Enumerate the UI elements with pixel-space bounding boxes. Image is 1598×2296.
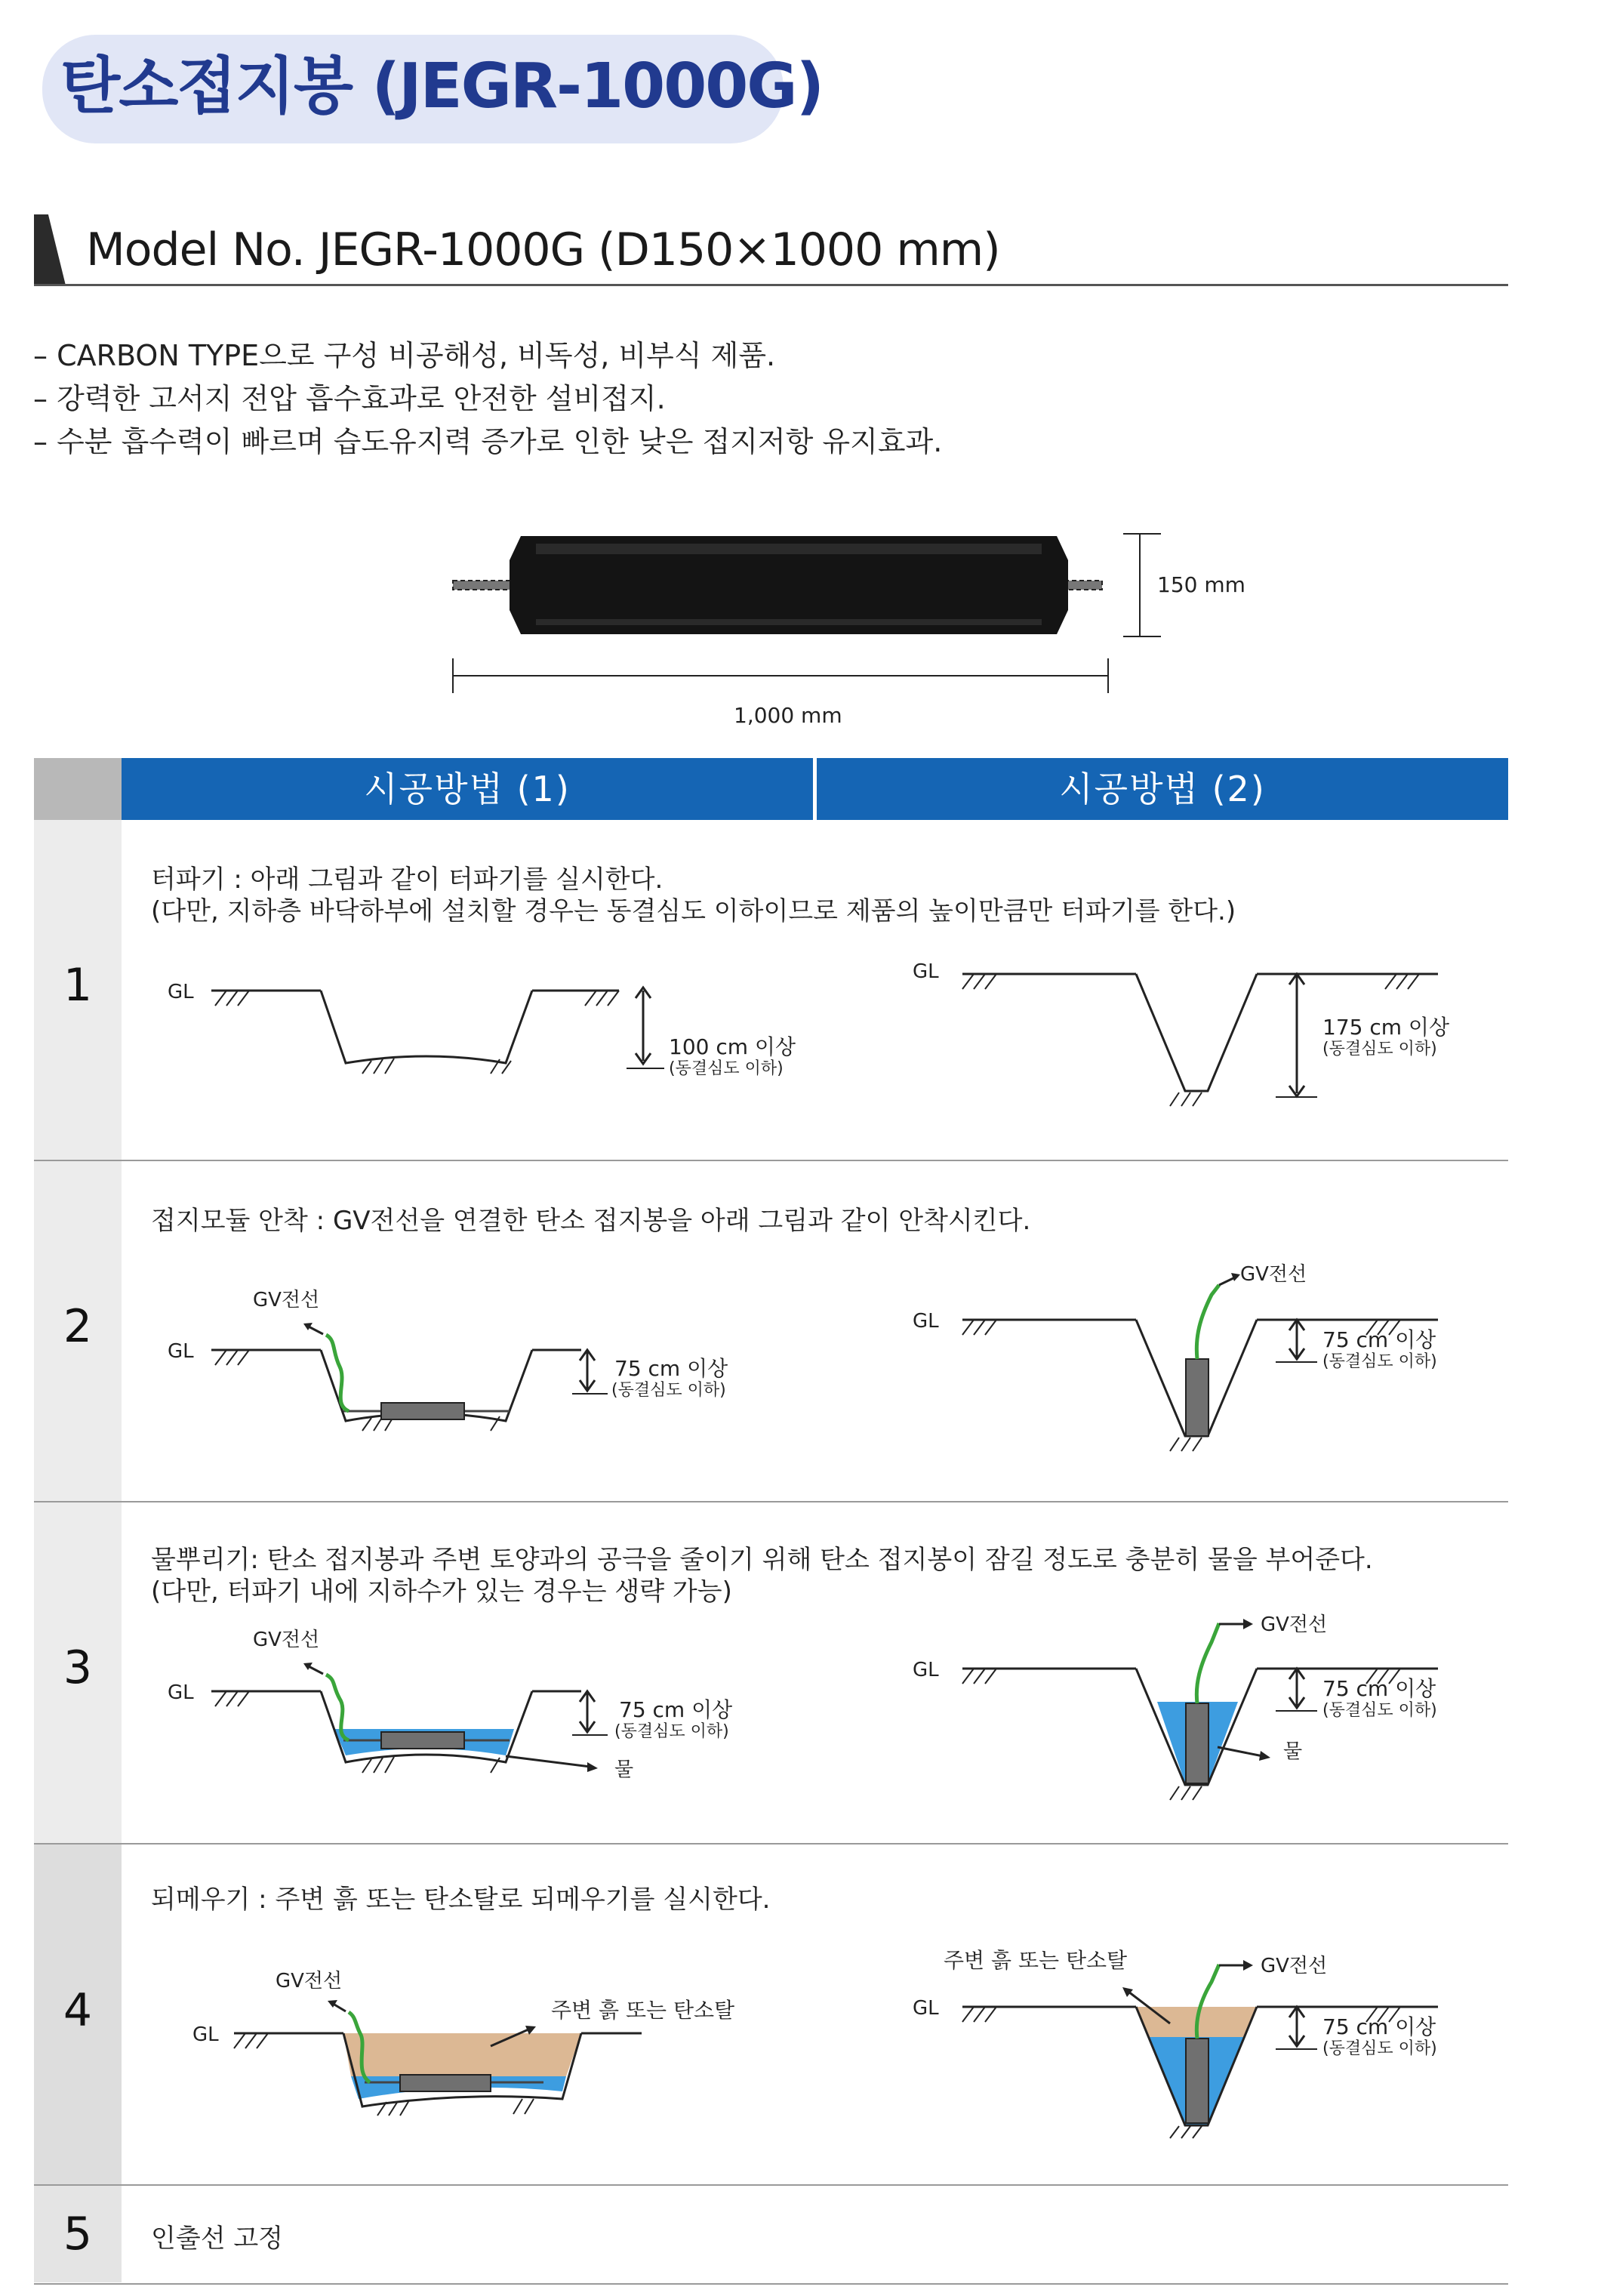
step-number-5: 5 (63, 2208, 93, 2261)
feature-bullet-2: – 강력한 고서지 전압 흡수효과로 안전한 설비접지. (33, 382, 666, 415)
step-3-note: (다만, 터파기 내에 지하수가 있는 경우는 생략 가능) (151, 1576, 732, 1607)
depth-note: (동결심도 이하) (1322, 2039, 1437, 2058)
feature-bullet-1: – CARBON TYPE으로 구성 비공해성, 비독성, 비부식 제품. (33, 339, 776, 372)
model-header-accent (34, 214, 66, 285)
gv-wire-label: GV전선 (253, 1629, 320, 1651)
row-divider (34, 1160, 1508, 1161)
depth-label: 175 cm 이상 (1322, 1015, 1450, 1040)
table-header-method-1: 시공방법 (1) (122, 758, 813, 820)
step-4-description: 되메우기 : 주변 흙 또는 탄소탈로 되메우기를 실시한다. (151, 1885, 771, 1915)
carbon-rod (381, 1403, 464, 1419)
step-3-narrow-trench-diagram (902, 1601, 1506, 1812)
depth-label: 75 cm 이상 (1322, 2014, 1436, 2039)
page-title: 탄소접지봉 (JEGR-1000G) (60, 51, 824, 122)
row-divider (34, 2283, 1508, 2285)
row-divider (34, 1501, 1508, 1502)
height-dimension-label: 150 mm (1157, 572, 1245, 597)
step-number-4: 4 (63, 1984, 93, 2037)
gv-wire-label: GV전선 (1261, 1955, 1328, 1977)
ground-level-label: GL (168, 1681, 194, 1704)
row-divider (34, 1843, 1508, 1845)
depth-note: (동결심도 이하) (614, 1722, 729, 1741)
feature-bullet-3: – 수분 흡수력이 빠르며 습도유지력 증가로 인한 낮은 접지저항 유지효과. (33, 425, 943, 458)
step-number-1: 1 (63, 959, 93, 1012)
table-header-corner (34, 758, 122, 820)
depth-note: (동결심도 이하) (1322, 1352, 1437, 1371)
length-dimension-label: 1,000 mm (734, 703, 842, 728)
step-number-2: 2 (63, 1300, 93, 1353)
step-2-wide-trench-diagram (151, 1276, 830, 1450)
water-label: 물 (614, 1758, 634, 1781)
gv-wire-label: GV전선 (276, 1970, 343, 1992)
gv-wire-label: GV전선 (1240, 1263, 1307, 1286)
step-3-description: 물뿌리기: 탄소 접지봉과 주변 토양과의 공극을 줄이기 위해 탄소 접지봉이 잠길 정도로 충분히 물을 부어준다. (151, 1545, 1373, 1575)
depth-note: (동결심도 이하) (669, 1059, 784, 1078)
ground-level-label: GL (913, 1659, 939, 1681)
step-number-3: 3 (63, 1641, 93, 1694)
backfill-label: 주변 흙 또는 탄소탈 (944, 1948, 1128, 1973)
gv-wire-label: GV전선 (1261, 1613, 1328, 1636)
backfill-label: 주변 흙 또는 탄소탈 (551, 1998, 735, 2023)
ground-level-label: GL (168, 981, 194, 1003)
depth-note: (동결심도 이하) (1322, 1040, 1437, 1059)
depth-label: 75 cm 이상 (619, 1697, 733, 1722)
table-header-method-2: 시공방법 (2) (817, 758, 1508, 820)
gv-wire (1196, 1285, 1219, 1359)
depth-label: 75 cm 이상 (1322, 1327, 1436, 1352)
water-label: 물 (1283, 1740, 1303, 1763)
depth-note: (동결심도 이하) (611, 1381, 726, 1400)
ground-level-label: GL (913, 960, 939, 983)
step-4-narrow-trench-diagram (902, 1940, 1506, 2144)
model-number: Model No. JEGR-1000G (D150×1000 mm) (86, 223, 1000, 276)
step-3-wide-trench-diagram (151, 1623, 830, 1797)
step-1-narrow-trench-diagram (902, 951, 1506, 1125)
step-2-description: 접지모듈 안착 : GV전선을 연결한 탄소 접지봉을 아래 그림과 같이 안착시킨다. (151, 1206, 1031, 1236)
ground-level-label: GL (913, 1310, 939, 1333)
carbon-rod (1186, 2039, 1209, 2123)
ground-level-label: GL (913, 1997, 939, 2020)
ground-level-label: GL (168, 1340, 194, 1363)
carbon-rod (400, 2075, 491, 2091)
carbon-rod (1186, 1703, 1209, 1783)
depth-label: 75 cm 이상 (614, 1356, 728, 1381)
product-drawing (438, 513, 1268, 740)
row-divider (34, 2184, 1508, 2186)
depth-label: 100 cm 이상 (669, 1034, 796, 1059)
backfill-soil (343, 2033, 581, 2076)
step-2-narrow-trench-diagram (902, 1253, 1506, 1465)
model-header-divider (34, 284, 1508, 286)
step-1-wide-trench-diagram (151, 959, 830, 1110)
left-terminal-stud (453, 581, 513, 590)
step-1-note: (다만, 지하층 바닥하부에 설치할 경우는 동결심도 이하이므로 제품의 높이만큼만 터파기를 한다.) (151, 896, 1236, 926)
ground-level-label: GL (192, 2023, 219, 2046)
step-5-description: 인출선 고정 (151, 2224, 284, 2254)
carbon-rod (1186, 1359, 1209, 1436)
depth-note: (동결심도 이하) (1322, 1701, 1437, 1720)
step-1-description: 터파기 : 아래 그림과 같이 터파기를 실시한다. (151, 864, 664, 895)
depth-label: 75 cm 이상 (1322, 1676, 1436, 1701)
gv-wire-label: GV전선 (253, 1289, 320, 1311)
carbon-rod (381, 1732, 464, 1749)
gv-wire (1196, 1623, 1219, 1703)
step-4-wide-trench-diagram (151, 1963, 830, 2137)
